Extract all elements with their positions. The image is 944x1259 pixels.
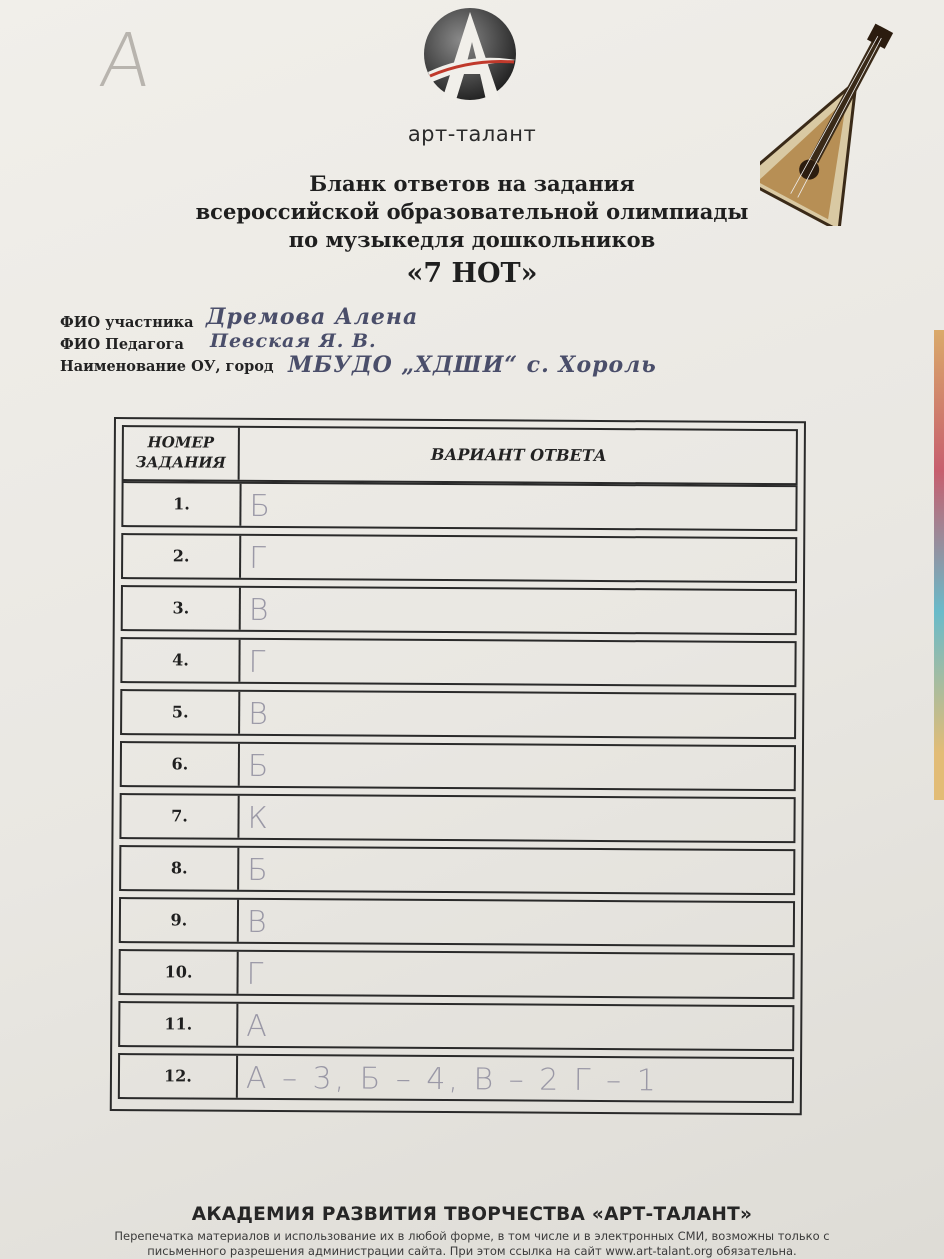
header-task-number: НОМЕР ЗАДАНИЯ <box>124 427 240 480</box>
table-row <box>120 689 796 739</box>
handwritten-answer: Г <box>249 540 269 576</box>
table-row <box>118 949 794 999</box>
table-row <box>118 1001 794 1051</box>
task-number: 12. <box>120 1055 238 1098</box>
field-value-handwritten: Дремова Алена <box>206 304 419 330</box>
answers-table <box>110 417 806 1115</box>
task-number: 7. <box>121 795 239 838</box>
handwritten-answer: В <box>248 592 272 628</box>
task-number: 2. <box>123 535 241 578</box>
header-answer: ВАРИАНТ ОТВЕТА <box>430 444 607 466</box>
handwritten-answer: К <box>247 800 271 836</box>
table-row <box>120 637 796 687</box>
table-row <box>121 481 797 531</box>
background-poster-edge <box>934 330 944 800</box>
footer-title: АКАДЕМИЯ РАЗВИТИЯ ТВОРЧЕСТВА «АРТ-ТАЛАНТ» <box>191 1204 753 1225</box>
task-number: 1. <box>123 483 241 526</box>
handwritten-answer: Г <box>246 956 267 992</box>
title-line-3: по музыкедля дошкольников <box>288 227 656 252</box>
title-line-2: всероссийской образовательной олимпиады <box>195 199 749 224</box>
task-number: 6. <box>122 743 240 786</box>
field-value-handwritten: Певская Я. В. <box>210 330 377 352</box>
table-row <box>121 585 797 635</box>
task-number: 10. <box>120 951 238 994</box>
olympiad-name: «7 НОТ» <box>406 258 538 289</box>
handwritten-answer: Г <box>248 644 269 680</box>
footer-note <box>60 1229 884 1259</box>
field-label: ФИО Педагога <box>60 336 184 353</box>
task-number: 4. <box>122 639 240 682</box>
handwritten-answer: А <box>246 1008 270 1044</box>
table-row <box>119 897 795 947</box>
table-row <box>121 533 797 583</box>
task-number: 9. <box>121 899 239 942</box>
sheet-title <box>0 170 944 292</box>
handwritten-answer: Б <box>247 852 271 888</box>
pencil-mark: А <box>95 18 156 104</box>
table-row <box>119 793 795 843</box>
table-row <box>119 845 795 895</box>
handwritten-answer: А – 3, Б – 4, В – 2 Г – 1 <box>245 1060 659 1099</box>
table-row <box>118 1053 794 1103</box>
table-row <box>120 741 796 791</box>
field-label: ФИО участника <box>60 314 194 331</box>
handwritten-answer: В <box>246 904 270 940</box>
table-header <box>122 425 798 485</box>
art-talant-logo-icon <box>420 2 520 112</box>
brand-name: арт-талант <box>407 122 537 146</box>
task-number: 11. <box>120 1003 238 1046</box>
task-number: 8. <box>121 847 239 890</box>
task-number: 3. <box>123 587 241 630</box>
task-number: 5. <box>122 691 240 734</box>
handwritten-answer: Б <box>247 748 272 784</box>
title-line-1: Бланк ответов на задания <box>309 171 635 196</box>
footer-note-line-1: Перепечатка материалов и использование их в любой форме, в том числе и в электронных СМИ, возможны только с <box>114 1229 830 1243</box>
field-label: Наименование ОУ, город <box>60 358 274 375</box>
footer-note-line-2: письменного разрешения администрации сайта. При этом ссылка на сайт www.art-talant.org обязательна. <box>147 1244 797 1258</box>
handwritten-answer: В <box>248 696 271 732</box>
handwritten-answer: Б <box>249 488 274 524</box>
field-value-handwritten: МБУДО „ХДШИ“ с. Хороль <box>288 352 657 378</box>
